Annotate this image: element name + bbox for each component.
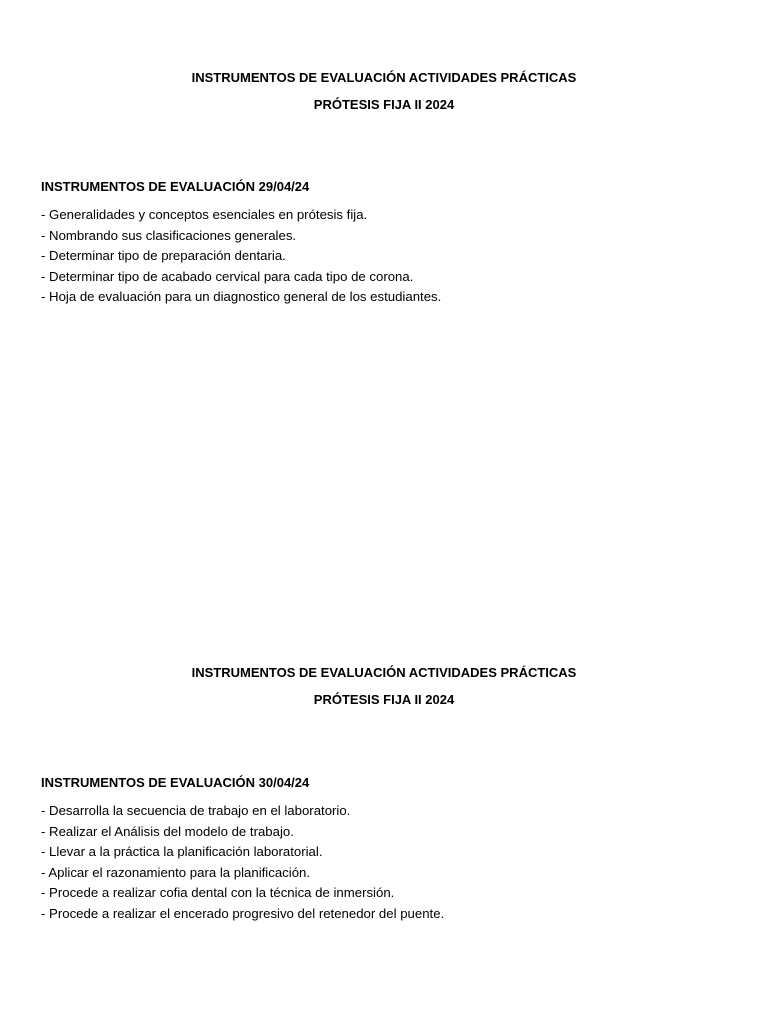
list-item: - Determinar tipo de acabado cervical para cada tipo de corona. — [41, 268, 414, 284]
document-subtitle: PRÓTESIS FIJA II 2024 — [313, 692, 455, 707]
list-item: - Realizar el Análisis del modelo de trabajo. — [41, 823, 294, 839]
list-item: - Procede a realizar el encerado progresivo del retenedor del puente. — [41, 905, 445, 921]
evaluation-item-list — [41, 801, 444, 925]
list-item: - Nombrando sus clasificaciones generales. — [41, 227, 297, 243]
list-item: - Procede a realizar cofia dental con la técnica de inmersión. — [41, 885, 395, 901]
list-item: - Llevar a la práctica la planificación laboratorial. — [41, 844, 323, 860]
list-item: - Generalidades y conceptos esenciales en prótesis fija. — [41, 207, 368, 222]
document-title: INSTRUMENTOS DE EVALUACIÓN ACTIVIDADES PRÁCTICAS — [191, 665, 577, 680]
list-item: - Aplicar el razonamiento para la planificación. — [41, 864, 311, 880]
evaluation-date-heading: INSTRUMENTOS DE EVALUACIÓN 29/04/24 — [41, 179, 310, 194]
list-item: - Determinar tipo de preparación dentaria. — [41, 248, 286, 264]
evaluation-date-heading: INSTRUMENTOS DE EVALUACIÓN 30/04/24 — [41, 775, 310, 790]
document-subtitle: PRÓTESIS FIJA II 2024 — [313, 97, 455, 112]
document-title: INSTRUMENTOS DE EVALUACIÓN ACTIVIDADES PRÁCTICAS — [191, 70, 577, 85]
list-item: - Desarrolla la secuencia de trabajo en el laboratorio. — [41, 803, 351, 818]
list-item: - Hoja de evaluación para un diagnostico general de los estudiantes. — [41, 289, 442, 305]
